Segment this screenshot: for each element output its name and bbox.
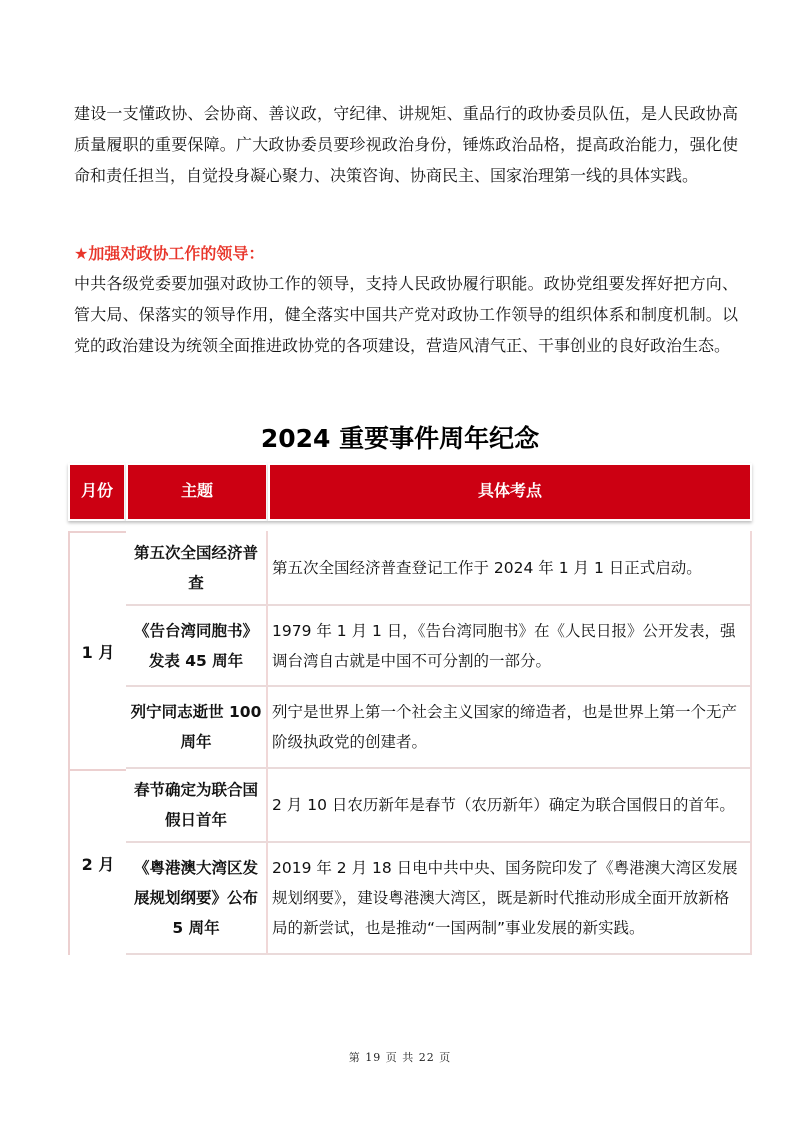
table-row-topic: 第五次全国经济普查 xyxy=(126,531,268,606)
table-row-points: 2019 年 2 月 18 日电中共中央、国务院印发了《粤港澳大湾区发展规划纲要》，建设粤港澳大湾区，既是新时代推动形成全面开放新格局的新尝试，也是推动“一国两制”事业发展的新实践。 xyxy=(268,843,752,955)
table-row-points: 第五次全国经济普查登记工作于 2024 年 1 月 1 日正式启动。 xyxy=(268,531,752,606)
table-row-points: 列宁是世界上第一个社会主义国家的缔造者，也是世界上第一个无产阶级执政党的创建者。 xyxy=(268,687,752,769)
table-row-points: 2 月 10 日农历新年是春节（农历新年）确定为联合国假日的首年。 xyxy=(268,769,752,843)
intro-paragraph: 建设一支懂政协、会协商、善议政，守纪律、讲规矩、重品行的政协委员队伍，是人民政协高质量履职的重要保障。广大政协委员要珍视政治身份，锤炼政治品格，提高政治能力，强化使命和责任担当，自觉投身凝心聚力、决策咨询、协商民主、国家治理第一线的具体实践。 xyxy=(74,104,738,185)
header-points: 具体考点 xyxy=(268,463,752,521)
table-row-topic: 列宁同志逝世 100 周年 xyxy=(126,687,268,769)
month-cell-jan: 1 月 xyxy=(68,531,126,769)
page-footer: 第 19 页 共 22 页 xyxy=(348,1051,452,1064)
table-row-topic: 春节确定为联合国假日首年 xyxy=(126,769,268,843)
section-heading: ★加强对政协工作的领导： xyxy=(74,244,265,263)
section-paragraph: 中共各级党委要加强对政协工作的领导，支持人民政协履行职能。政协党组要发挥好把方向、管大局、保落实的领导作用，健全落实中国共产党对政协工作领导的组织体系和制度机制。以党的政治建设为统领全面推进政协党的各项建设，营造风清气正、干事创业的良好政治生态。 xyxy=(74,274,738,355)
header-month: 月份 xyxy=(68,463,126,521)
month-cell-feb: 2 月 xyxy=(68,769,126,955)
table-title: 2024 重要事件周年纪念 xyxy=(260,424,540,453)
table-row-topic: 《粤港澳大湾区发展规划纲要》公布 5 周年 xyxy=(126,843,268,955)
table-row-points: 1979 年 1 月 1 日，《告台湾同胞书》在《人民日报》公开发表，强调台湾自古就是中国不可分割的一部分。 xyxy=(268,606,752,687)
table-row-topic: 《告台湾同胞书》发表 45 周年 xyxy=(126,606,268,687)
header-topic: 主题 xyxy=(126,463,268,521)
